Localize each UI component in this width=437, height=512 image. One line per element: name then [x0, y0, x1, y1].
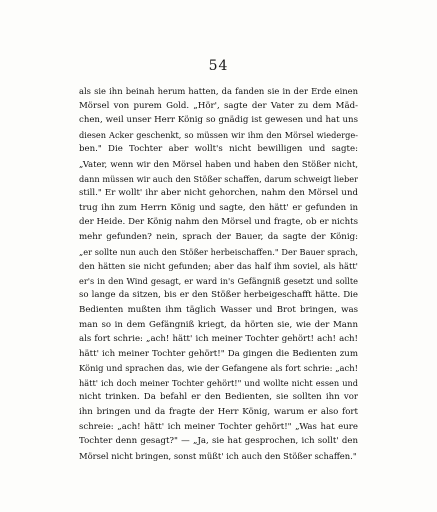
text-line: so lange da sitzen, bis er den Stößer herbeigeschafft hätte. Die	[79, 290, 358, 301]
text-line: „Vater, wenn wir den Mörsel haben und haben den Stößer nicht,	[79, 158, 358, 169]
text-line: König und sprachen das, wie der Gefangene als fort schrie: „ach!	[79, 363, 358, 374]
page-number: 54	[208, 58, 229, 74]
text-line: schreie: „ach! hätt' ich meiner Tochter gehört!" „Was hat eure	[79, 421, 358, 432]
body-text	[79, 84, 358, 463]
text-line: chen, weil unser Herr König so gnädig ist gewesen und hat uns	[79, 115, 358, 126]
text-line: still." Er wollt' ihr aber nicht gehorchen, nahm den Mörsel und	[79, 188, 358, 199]
text-line: hätt' ich meiner Tochter gehört!" Da gingen die Bedienten zum	[79, 348, 358, 359]
text-line: mehr gefunden? nein, sprach der Bauer, da sagte der König:	[79, 231, 358, 242]
text-line: als fort schrie: „ach! hätt' ich meiner Tochter gehört! ach! ach!	[79, 334, 358, 345]
text-line: ben." Die Tochter aber wollt's nicht bewilligen und sagte:	[79, 144, 358, 155]
text-line: der Heide. Der König nahm den Mörsel und fragte, ob er nichts	[79, 217, 358, 228]
text-line: dann müssen wir auch den Stößer schaffen, darum schweigt lieber	[79, 173, 358, 184]
text-line: trug ihn zum Herrn König und sagte, den hätt' er gefunden in	[79, 202, 358, 213]
text-line: man so in dem Gefängniß kriegt, da hörten sie, wie der Mann	[79, 319, 358, 330]
text-line: diesen Acker geschenkt, so müssen wir ihm den Mörsel wiederge-	[79, 129, 358, 140]
text-line: Mörsel von purem Gold. „Hör', sagte der Vater zu dem Mäd-	[79, 100, 358, 111]
text-line: Tochter denn gesagt?" — „Ja, sie hat gesprochen, ich sollt' den	[79, 436, 358, 447]
text-line: Bedienten mußten ihm täglich Wasser und Brot bringen, was	[79, 304, 358, 315]
text-line: ihn bringen und da fragte der Herr König, warum er also fort	[79, 407, 358, 418]
text-line: den hätten sie nicht gefunden; aber das half ihm soviel, als hätt'	[79, 261, 358, 272]
text-line: „er sollte nun auch den Stößer herbeischaffen." Der Bauer sprach,	[79, 246, 358, 257]
text-line: er's in den Wind gesagt, er ward in's Gefängniß gesetzt und sollte	[79, 275, 358, 286]
text-line: als sie ihn beinah herum hatten, da fanden sie in der Erde einen	[79, 86, 358, 96]
text-line: hätt' ich doch meiner Tochter gehört!" und wollte nicht essen und	[79, 377, 358, 388]
text-line: Mörsel nicht bringen, sonst müßt' ich auch den Stößer schaffen."	[79, 450, 357, 461]
text-line: nicht trinken. Da befahl er den Bedienten, sie sollten ihn vor	[79, 392, 358, 403]
